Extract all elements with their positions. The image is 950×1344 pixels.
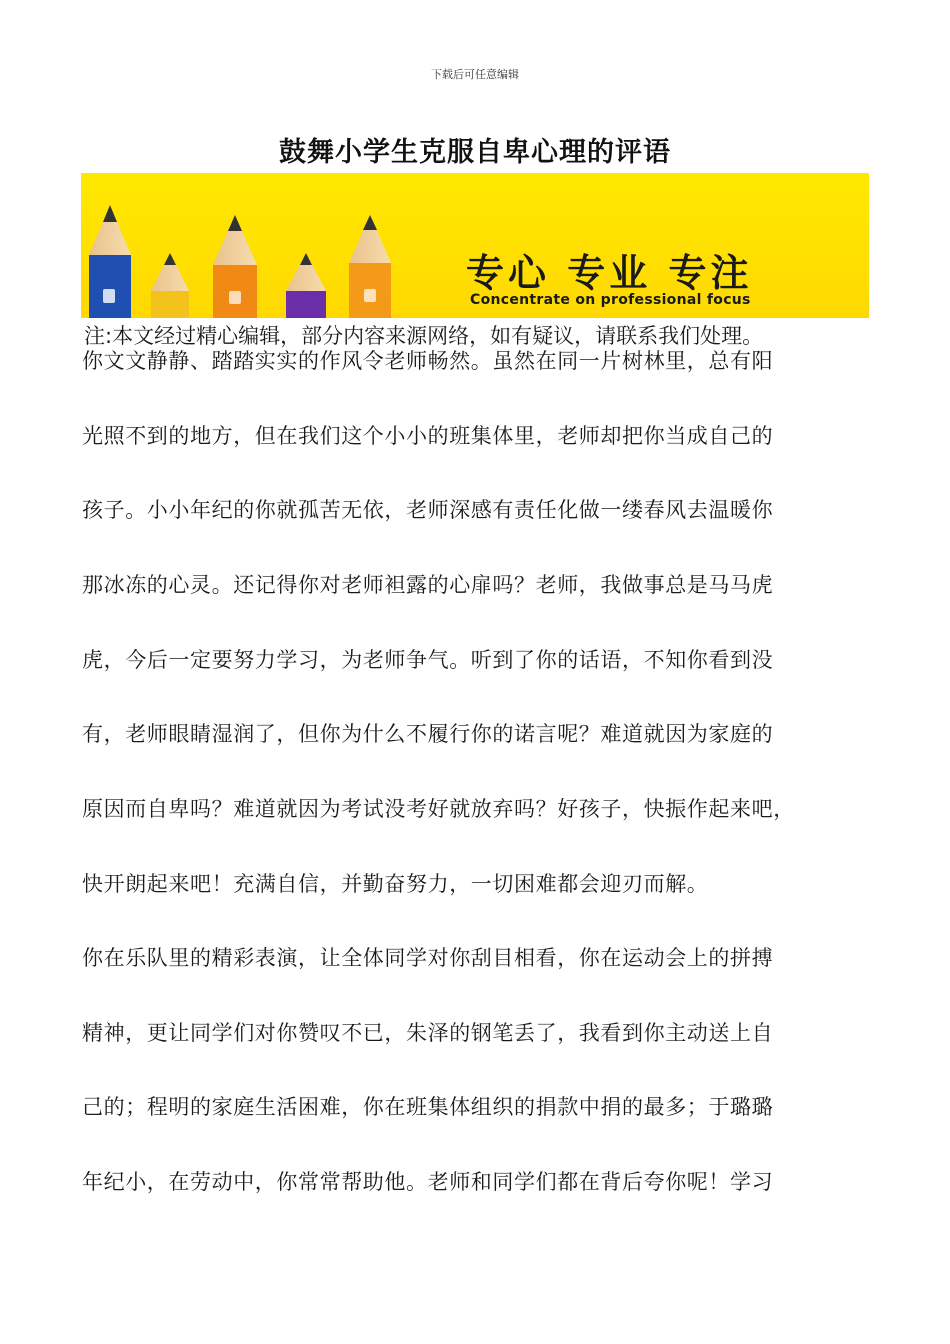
text-line: 虎，今后一定要努力学习，为老师争气。听到了你的话语，不知你看到没 (82, 647, 774, 672)
text-line: 那冰冻的心灵。还记得你对老师袒露的心扉吗？老师，我做事总是马马虎 (82, 573, 774, 598)
text-line: 孩子。小小年纪的你就孤苦无依，老师深感有责任化做一缕春风去温暖你 (82, 498, 774, 523)
pencil-blue-icon (89, 205, 131, 318)
pencil-purple-icon (286, 253, 326, 318)
text-line: 快开朗起来吧！充满自信，并勤奋努力，一切困难都会迎刃而解。 (82, 871, 709, 896)
text-line: 精神，更让同学们对你赞叹不已，朱泽的钢笔丢了，我看到你主动送上自 (82, 1020, 774, 1045)
banner-slogan: 专心 专业 专注 (466, 251, 753, 295)
text-line: 光照不到的地方，但在我们这个小小的班集体里，老师却把你当成自己的 (82, 423, 774, 448)
page-header-note: 下载后可任意编辑 (431, 68, 519, 81)
text-line: 你在乐队里的精彩表演，让全体同学对你刮目相看，你在运动会上的拼搏 (82, 946, 774, 970)
edit-notice: 注:本文经过精心编辑，部分内容来源网络，如有疑议，请联系我们处理。 (84, 324, 764, 348)
text-line: 年纪小，在劳动中，你常常帮助他。老师和同学们都在背后夸你呢！学习 (82, 1170, 774, 1195)
banner-slogan-english: Concentrate on professional focus (470, 292, 751, 308)
text-line: 原因而自卑吗？难道就因为考试没考好就放弃吗？好孩子，快振作起来吧， (82, 797, 795, 822)
paragraph-2 (82, 944, 882, 1243)
pencil-yellow-icon (151, 253, 189, 318)
text-line: 有，老师眼睛湿润了，但你为什么不履行你的诺言呢？难道就因为家庭的 (82, 722, 774, 747)
paragraph-1 (82, 347, 882, 945)
document-title: 鼓舞小学生克服自卑心理的评语 (279, 137, 671, 168)
text-line: 己的；程明的家庭生活困难，你在班集体组织的捐款中捐的最多；于璐璐 (82, 1095, 774, 1120)
pencil-orange-icon (213, 215, 257, 318)
pencil-orange-2-icon (349, 215, 391, 318)
text-line: 你文文静静、踏踏实实的作风令老师畅然。虽然在同一片树林里，总有阳 (82, 349, 774, 373)
